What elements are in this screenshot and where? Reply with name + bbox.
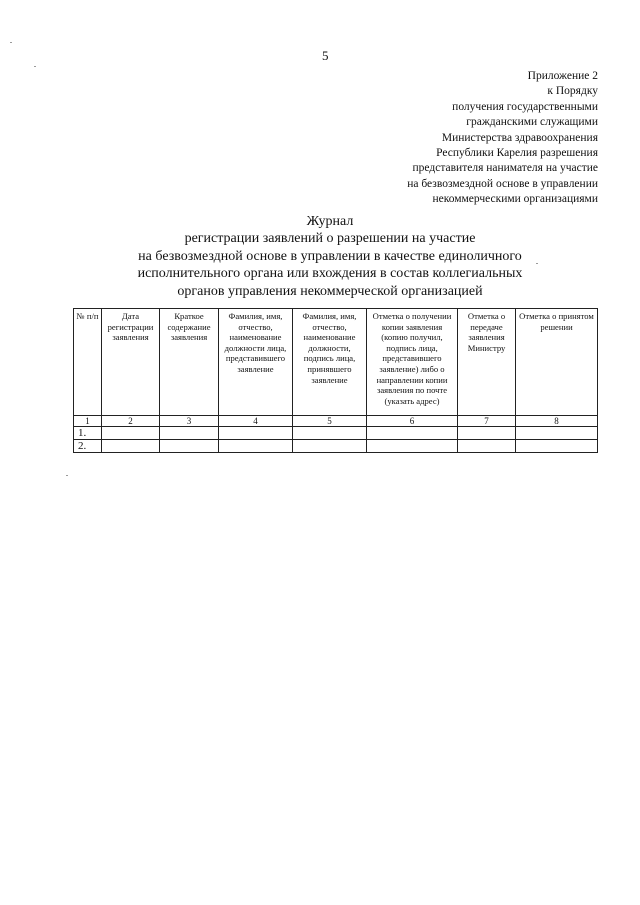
title-line: на безвозмездной основе в управлении в качестве единоличного [138, 248, 522, 264]
column-number: 7 [458, 416, 516, 427]
table-cell [219, 440, 293, 453]
column-header: № п/п [74, 309, 102, 416]
row-number: 2. [74, 440, 102, 453]
appendix-line: Приложение 2 [527, 70, 598, 82]
column-header: Краткое содержание заявления [160, 309, 219, 416]
column-number: 8 [516, 416, 598, 427]
scan-speck [536, 263, 538, 264]
journal-table [73, 308, 598, 453]
appendix-line: некоммерческими организациями [432, 193, 598, 206]
table-cell [367, 440, 458, 453]
column-header: Отметка о получении копии заявления (копию получил, подпись лица, представившего заявление) либо о направлении копии заявления по почте (указать адрес) [367, 309, 458, 416]
column-number: 5 [293, 416, 367, 427]
column-number: 3 [160, 416, 219, 427]
header-row [74, 309, 598, 416]
table-cell [516, 427, 598, 440]
column-number-row [74, 416, 598, 427]
column-number: 6 [367, 416, 458, 427]
appendix-line: к Порядку [547, 85, 598, 98]
appendix-line: гражданскими служащими [466, 116, 598, 129]
column-header: Отметка о принятом решении [516, 309, 598, 416]
column-number: 1 [74, 416, 102, 427]
appendix-line: Республики Карелия разрешения [436, 147, 598, 160]
appendix-line: представителя нанимателя на участие [412, 162, 598, 175]
column-number: 2 [102, 416, 160, 427]
column-header: Фамилия, имя, отчество, наименование должности лица, представившего заявление [219, 309, 293, 416]
appendix-block [407, 69, 598, 208]
column-header: Отметка о передаче заявления Министру [458, 309, 516, 416]
table-cell [458, 440, 516, 453]
table-cell [160, 440, 219, 453]
scan-speck [10, 42, 12, 43]
table-cell [367, 427, 458, 440]
row-number: 1. [74, 427, 102, 440]
page-number: 5 [322, 48, 329, 63]
appendix-line: получения государственными [452, 100, 598, 113]
column-header: Фамилия, имя, отчество, наименование должности, подпись лица, принявшего заявление [293, 309, 367, 416]
column-header: Дата регистрации заявления [102, 309, 160, 416]
table-cell [293, 440, 367, 453]
appendix-line: на безвозмездной основе в управлении [407, 177, 598, 190]
title-line: регистрации заявлений о разрешении на участие [184, 231, 476, 247]
document-title [60, 213, 600, 300]
table-cell [516, 440, 598, 453]
table-cell [160, 427, 219, 440]
title-line: исполнительного органа или вхождения в состав коллегиальных [137, 266, 523, 282]
title-heading: Журнал [306, 214, 354, 229]
table-cell [458, 427, 516, 440]
table-row [74, 440, 598, 453]
table-cell [293, 427, 367, 440]
appendix-line: Министерства здравоохранения [441, 131, 598, 144]
column-number: 4 [219, 416, 293, 427]
scan-speck [66, 475, 68, 476]
table-cell [102, 427, 160, 440]
table-cell [102, 440, 160, 453]
title-line: органов управления некоммерческой организацией [177, 283, 483, 299]
table-row [74, 427, 598, 440]
scan-speck [34, 66, 36, 67]
table-cell [219, 427, 293, 440]
